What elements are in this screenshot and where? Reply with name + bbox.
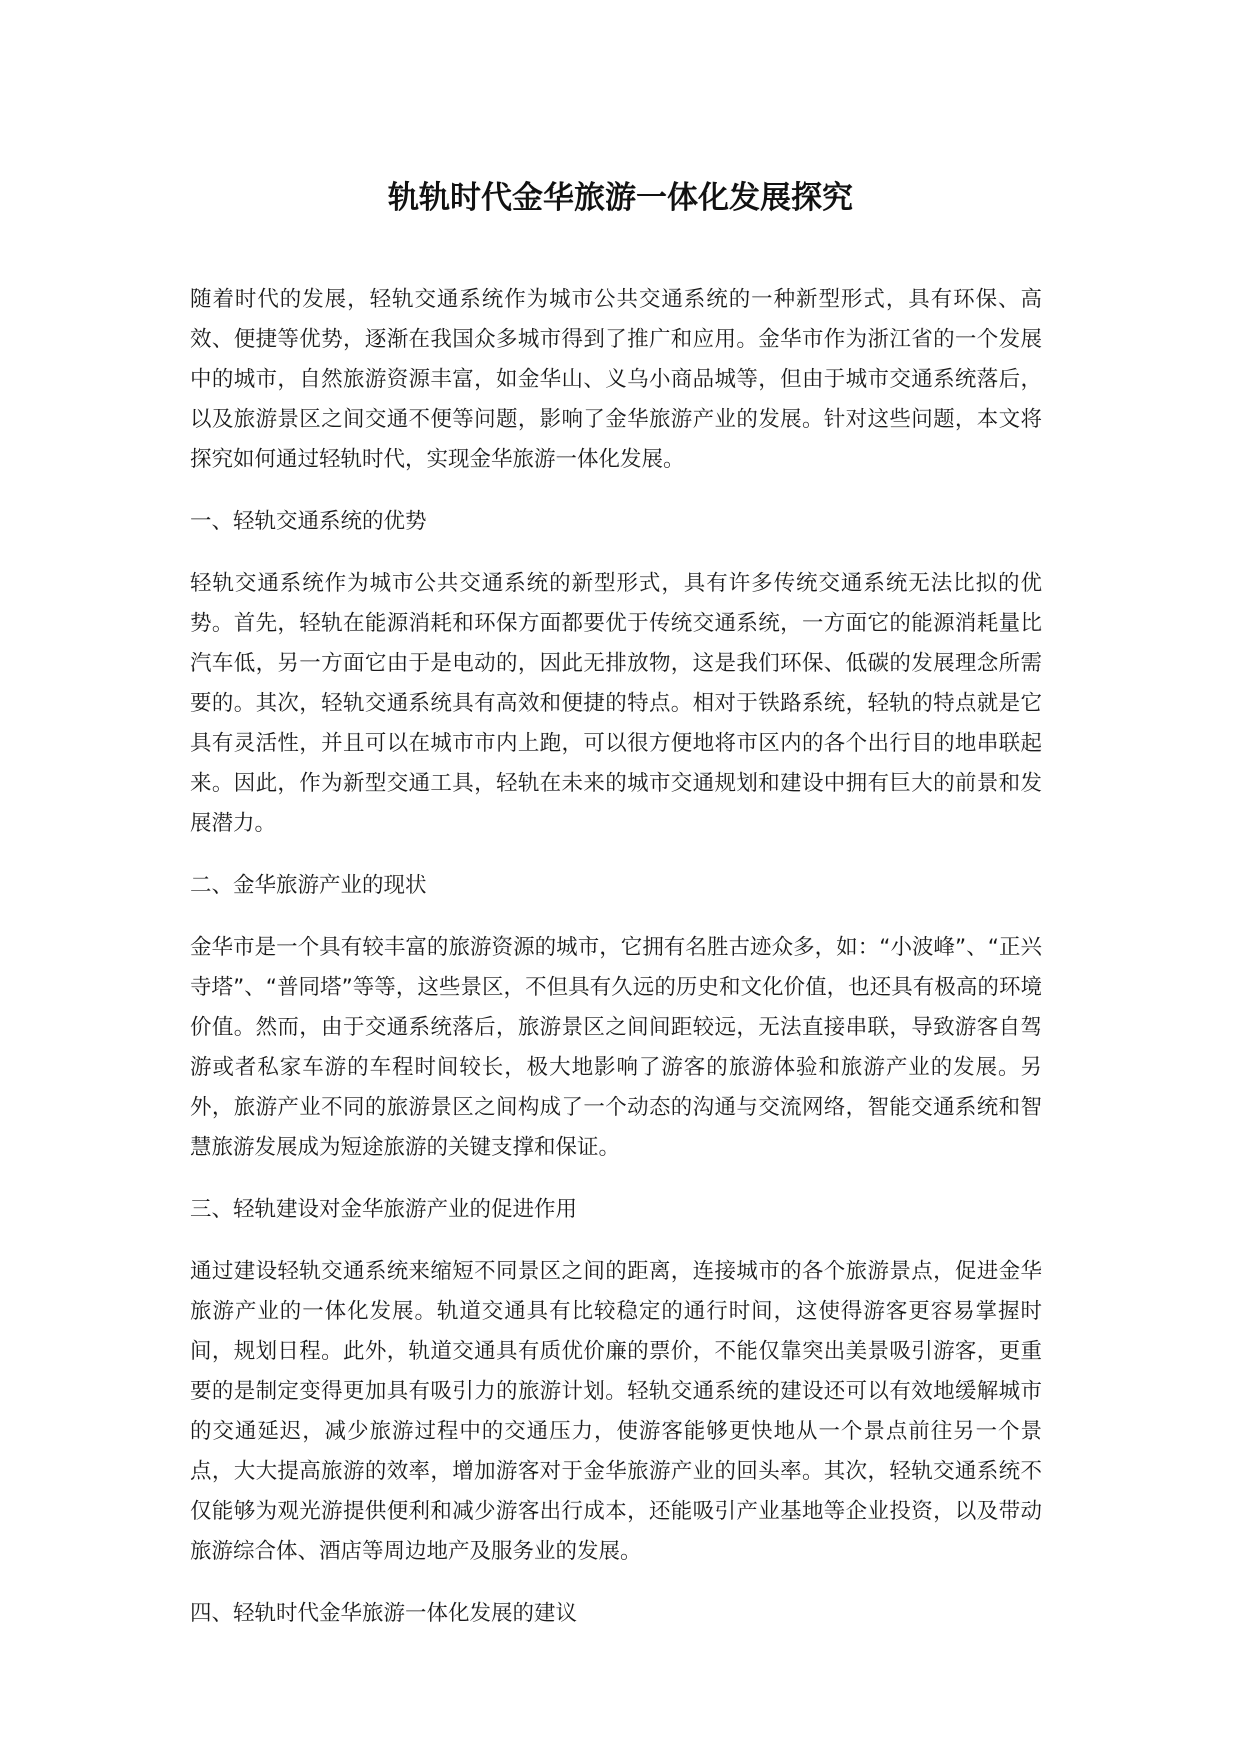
section-2-paragraph: 金华市是一个具有较丰富的旅游资源的城市，它拥有名胜古迹众多，如：“小波峰”、“正兴寺塔”、“普同塔”等等，这些景区，不但具有久远的历史和文化价值，也还具有极高的环境价值。然而，由于交通系统落后，旅游景区之间间距较远，无法直接串联，导致游客自驾游或者私家车游的车程时间较长，极大地影响了游客的旅游体验和旅游产业的发展。另外，旅游产业不同的旅游景区之间构成了一个动态的沟通与交流网络，智能交通系统和智慧旅游发展成为短途旅游的关键支撑和保证。 (190, 935, 1042, 1160)
section-heading-3: 三、轻轨建设对金华旅游产业的促进作用 (190, 1197, 578, 1222)
section-3-paragraph: 通过建设轻轨交通系统来缩短不同景区之间的距离，连接城市的各个旅游景点，促进金华旅游产业的一体化发展。轨道交通具有比较稳定的通行时间，这使得游客更容易掌握时间，规划日程。此外，轨道交通具有质优价廉的票价，不能仅靠突出美景吸引游客，更重要的是制定变得更加具有吸引力的旅游计划。轻轨交通系统的建设还可以有效地缓解城市的交通延迟，减少旅游过程中的交通压力，使游客能够更快地从一个景点前往另一个景点，大大提高旅游的效率，增加游客对于金华旅游产业的回头率。其次，轻轨交通系统不仅能够为观光游提供便利和减少游客出行成本，还能吸引产业基地等企业投资，以及带动旅游综合体、酒店等周边地产及服务业的发展。 (190, 1259, 1042, 1564)
intro-paragraph: 随着时代的发展，轻轨交通系统作为城市公共交通系统的一种新型形式，具有环保、高效、便捷等优势，逐渐在我国众多城市得到了推广和应用。金华市作为浙江省的一个发展中的城市，自然旅游资源丰富，如金华山、义乌小商品城等，但由于城市交通系统落后，以及旅游景区之间交通不便等问题，影响了金华旅游产业的发展。针对这些问题，本文将探究如何通过轻轨时代，实现金华旅游一体化发展。 (190, 287, 1042, 472)
section-heading-4: 四、轻轨时代金华旅游一体化发展的建议 (190, 1601, 578, 1626)
document-body (190, 280, 1042, 1656)
section-heading-2: 二、金华旅游产业的现状 (190, 873, 427, 898)
section-1-paragraph: 轻轨交通系统作为城市公共交通系统的新型形式，具有许多传统交通系统无法比拟的优势。首先，轻轨在能源消耗和环保方面都要优于传统交通系统，一方面它的能源消耗量比汽车低，另一方面它由于是电动的，因此无排放物，这是我们环保、低碳的发展理念所需要的。其次，轻轨交通系统具有高效和便捷的特点。相对于铁路系统，轻轨的特点就是它具有灵活性，并且可以在城市市内上跑，可以很方便地将市区内的各个出行目的地串联起来。因此，作为新型交通工具，轻轨在未来的城市交通规划和建设中拥有巨大的前景和发展潜力。 (190, 571, 1042, 836)
section-heading-1: 一、轻轨交通系统的优势 (190, 509, 427, 534)
document-title: 轨轨时代金华旅游一体化发展探究 (388, 180, 853, 216)
